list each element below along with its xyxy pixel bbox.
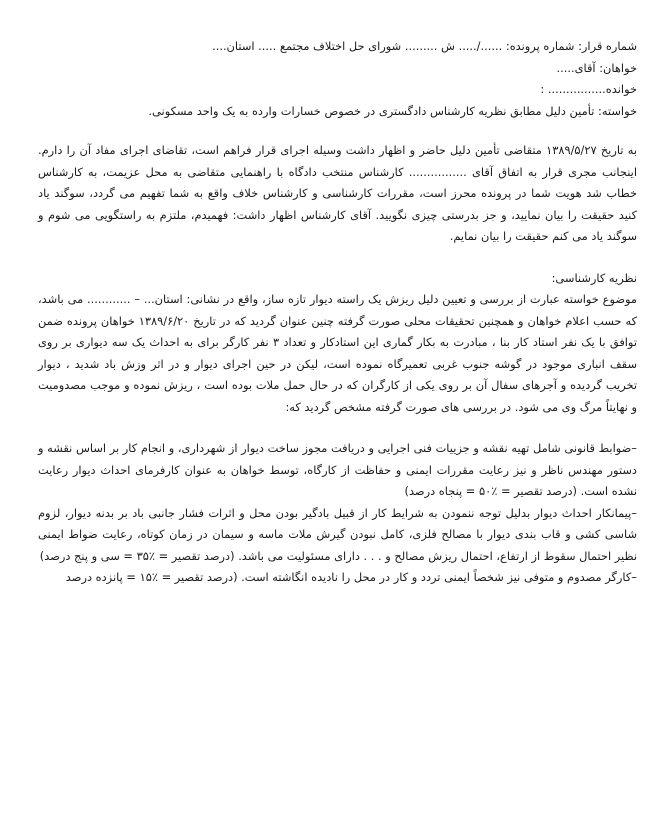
opinion-paragraph: موضوع خواسته عبارت از بررسی و تعیین دلیل ریزش یک راسته دیوار تازه ساز، واقع در نشانی: استان... – ............ می باشد، که حسب اعلام خواهان و همچنین تحقیقات محلی صورت گرفته چنین عنوان گردید که در تاریخ ۱۳۸۹/۶/۲۰ خواهان پرونده ضمن توافق با یک نفر استاد کار بنا ، مبادرت به بکار گماری این استادکار و تعداد ۳ نفر کارگر برای به احداث یک سه دیواری بر روی سقف انباری موجود در گوشه جنوب غربی تعمیرگاه نموده است، لیکن در حین اجرای دیوار و در اثر وزش باد شدید ، دیوار تخریب گردیده و آجرهای سفال آن بر روی یکی از کارگران که در حال حمل ملات بوده است ، ریزش نموده و موجب مصدومیت و نهایتاً مرگ وی می شود. در بررسی های صورت گرفته مشخص گردید که: [38, 292, 638, 414]
claim-line: خواسته: تأمین دلیل مطابق نظریه کارشناس دادگستری در خصوص خسارات وارده به یک واحد مسکونی. [148, 103, 637, 118]
plaintiff-line: خواهان: آقای..... [556, 60, 637, 75]
intro-paragraph: به تاریخ ۱۳۸۹/۵/۲۷ متقاضی تأمین دلیل حاضر و اظهار داشت وسیله اجرای قرار فراهم است، تقاضای اجرای مفاد آن را دارم. اینجانب مجری قرار به اتفاق آقای ................ کارشناس منتخب دادگاه با راهنمایی متقاضی به محل عزیمت، به کارشناس خطاب شد هویت شما در پرونده محرز است، مقررات کارشناسی و کارشناس خلاف واقع به شما تفهیم می گردد، سوگند یاد کنید حقیقت را بیان نمایید، و جز بدرستی چیزی نگویید. آقای کارشناس اظهار داشت: فهمیدم، ملتزم به راستگویی می شوم و سوگند یاد می کنم حقیقت را بیان نمایم. [38, 143, 637, 243]
finding-item: –پیمانکار احداث دیوار بدلیل توجه ننمودن به شرایط کار از قبیل بادگیر بودن محل و اثرات فشار جانبی باد بر بدنه دیوار، لزوم شاسی کشی و قاب بندی دیوار با مصالح فلزی، کامل نبودن گیرش ملات ماسه و سیمان در زمان کوتاه، رعایت ضواط ایمنی نظیر احتمال سقوط از ارتفاع، احتمال ریزش مصالح و . . . دارای مسئولیت می باشد. (درصد تقصیر = ٪۳۵ = سی و پنج درصد) [38, 505, 637, 563]
finding-item: –ضوابط قانونی شامل تهیه نقشه و جزییات فنی اجرایی و دریافت مجوز ساخت دیوار از شهرداری، و انجام کار بر اساس نقشه و دستور مهندس ناظر و نیز رعایت مقررات ایمنی و حفاظت از کارگاه، توسط خواهان به عنوان کارفرمای احداث دیوار رعایت نشده است. (درصد تقصیر = ٪۵۰ = پنجاه درصد) [38, 441, 637, 498]
opinion-heading: نظریه کارشناسی: [551, 270, 637, 285]
defendant-line: خوانده................ : [540, 82, 637, 96]
finding-item: –کارگر مصدوم و متوفی نیز شخصاً ایمنی تردد و کار در محل را نادیده انگاشته است. (درصد تقصیر = ٪۱۵ = پانزده درصد [65, 570, 637, 584]
case-number-line: شماره قرار: شماره پرونده: ....../..... ش ......... شورای حل اختلاف مجتمع ..... استان.... [212, 39, 637, 53]
